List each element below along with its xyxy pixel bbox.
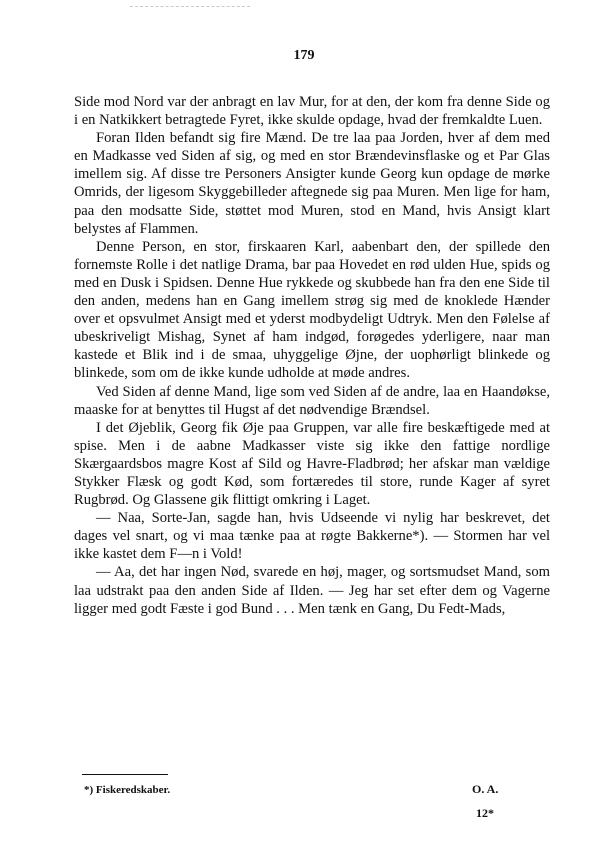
scan-artifact — [130, 6, 250, 9]
paragraph: Foran Ilden befandt sig fire Mænd. De tre laa paa Jorden, hver af dem med en Madkasse ved Siden af sig, og med en stor Brændevinsflaske og et Par Glas imellem sig. Af disse tre Personers Ansigter kunde Georg kun opdage de mørke Omrids, der ligesom Skyggebilleder aftegnede sig paa Muren. Men lige for ham, paa den modsatte Side, støttet mod Muren, stod en Mand, hvis Ansigt klart belystes af Flammen. — [74, 130, 550, 237]
footnote: *) Fiskeredskaber. — [84, 784, 171, 796]
sheet-mark: 12* — [476, 806, 494, 820]
body-text — [74, 93, 550, 618]
paragraph: — Naa, Sorte-Jan, sagde han, hvis Udseende vi nylig har beskrevet, det dages vel snart, og vi maa tænke paa at røgte Bakkerne*). — Stormen har vel ikke kastet dem F—n i Vold! — [74, 510, 550, 563]
paragraph: I det Øjeblik, Georg fik Øje paa Gruppen, var alle fire beskæftigede med at spise. Men i de aabne Madkasser viste sig ikke den fattige nordlige Skærgaardsbos magre Kost af Sild og Havre-Fladbrød; her afskar man vældige Stykker Flæsk og godt Kød, som fortæredes til store, runde Kager af syret Rugbrød. Og Glassene gik flittigt omkring i Laget. — [74, 419, 550, 509]
page-number: 179 — [293, 48, 315, 63]
paragraph: Ved Siden af denne Mand, lige som ved Siden af de andre, laa en Haandøkse, maaske for at benyttes til Hugst af det nødvendige Brændsel. — [74, 383, 550, 418]
signature: O. A. — [472, 782, 499, 796]
paragraph: — Aa, det har ingen Nød, svarede en høj, mager, og sortsmudset Mand, som laa udstrakt paa den anden Side af Ilden. — Jeg har set efter dem og Vagerne ligger med godt Fæste i god Bund . . . Men tænk en Gang, Du Fedt-Mads, — [74, 564, 550, 617]
footnote-rule — [82, 774, 168, 775]
paragraph: Denne Person, en stor, firskaaren Karl, aabenbart den, der spillede den fornemste Rolle i det natlige Drama, bar paa Hovedet en rød ulden Hue, spids og med en Dusk i Spidsen. Denne Hue rykkede og skubbede han fra den ene Side til den anden, medens han en Gang imellem strøg sig med de knoklede Hænder over et opsvulmet Ansigt med et yderst modbydeligt Udtryk. Men den Følelse af ubeskriveligt Mishag, Synet af ham indgød, forøgedes yderligere, naar man kastede et Blik ind i de smaa, uhyggelige Øjne, der uophørligt blinkede og blinkede, som om de ikke kunde udholde at møde andres. — [74, 238, 550, 382]
paragraph: Side mod Nord var der anbragt en lav Mur, for at den, der kom fra denne Side og i en Natkikkert betragtede Fyret, ikke skulde opdage, hvad der fremkaldte Luen. — [74, 94, 550, 129]
